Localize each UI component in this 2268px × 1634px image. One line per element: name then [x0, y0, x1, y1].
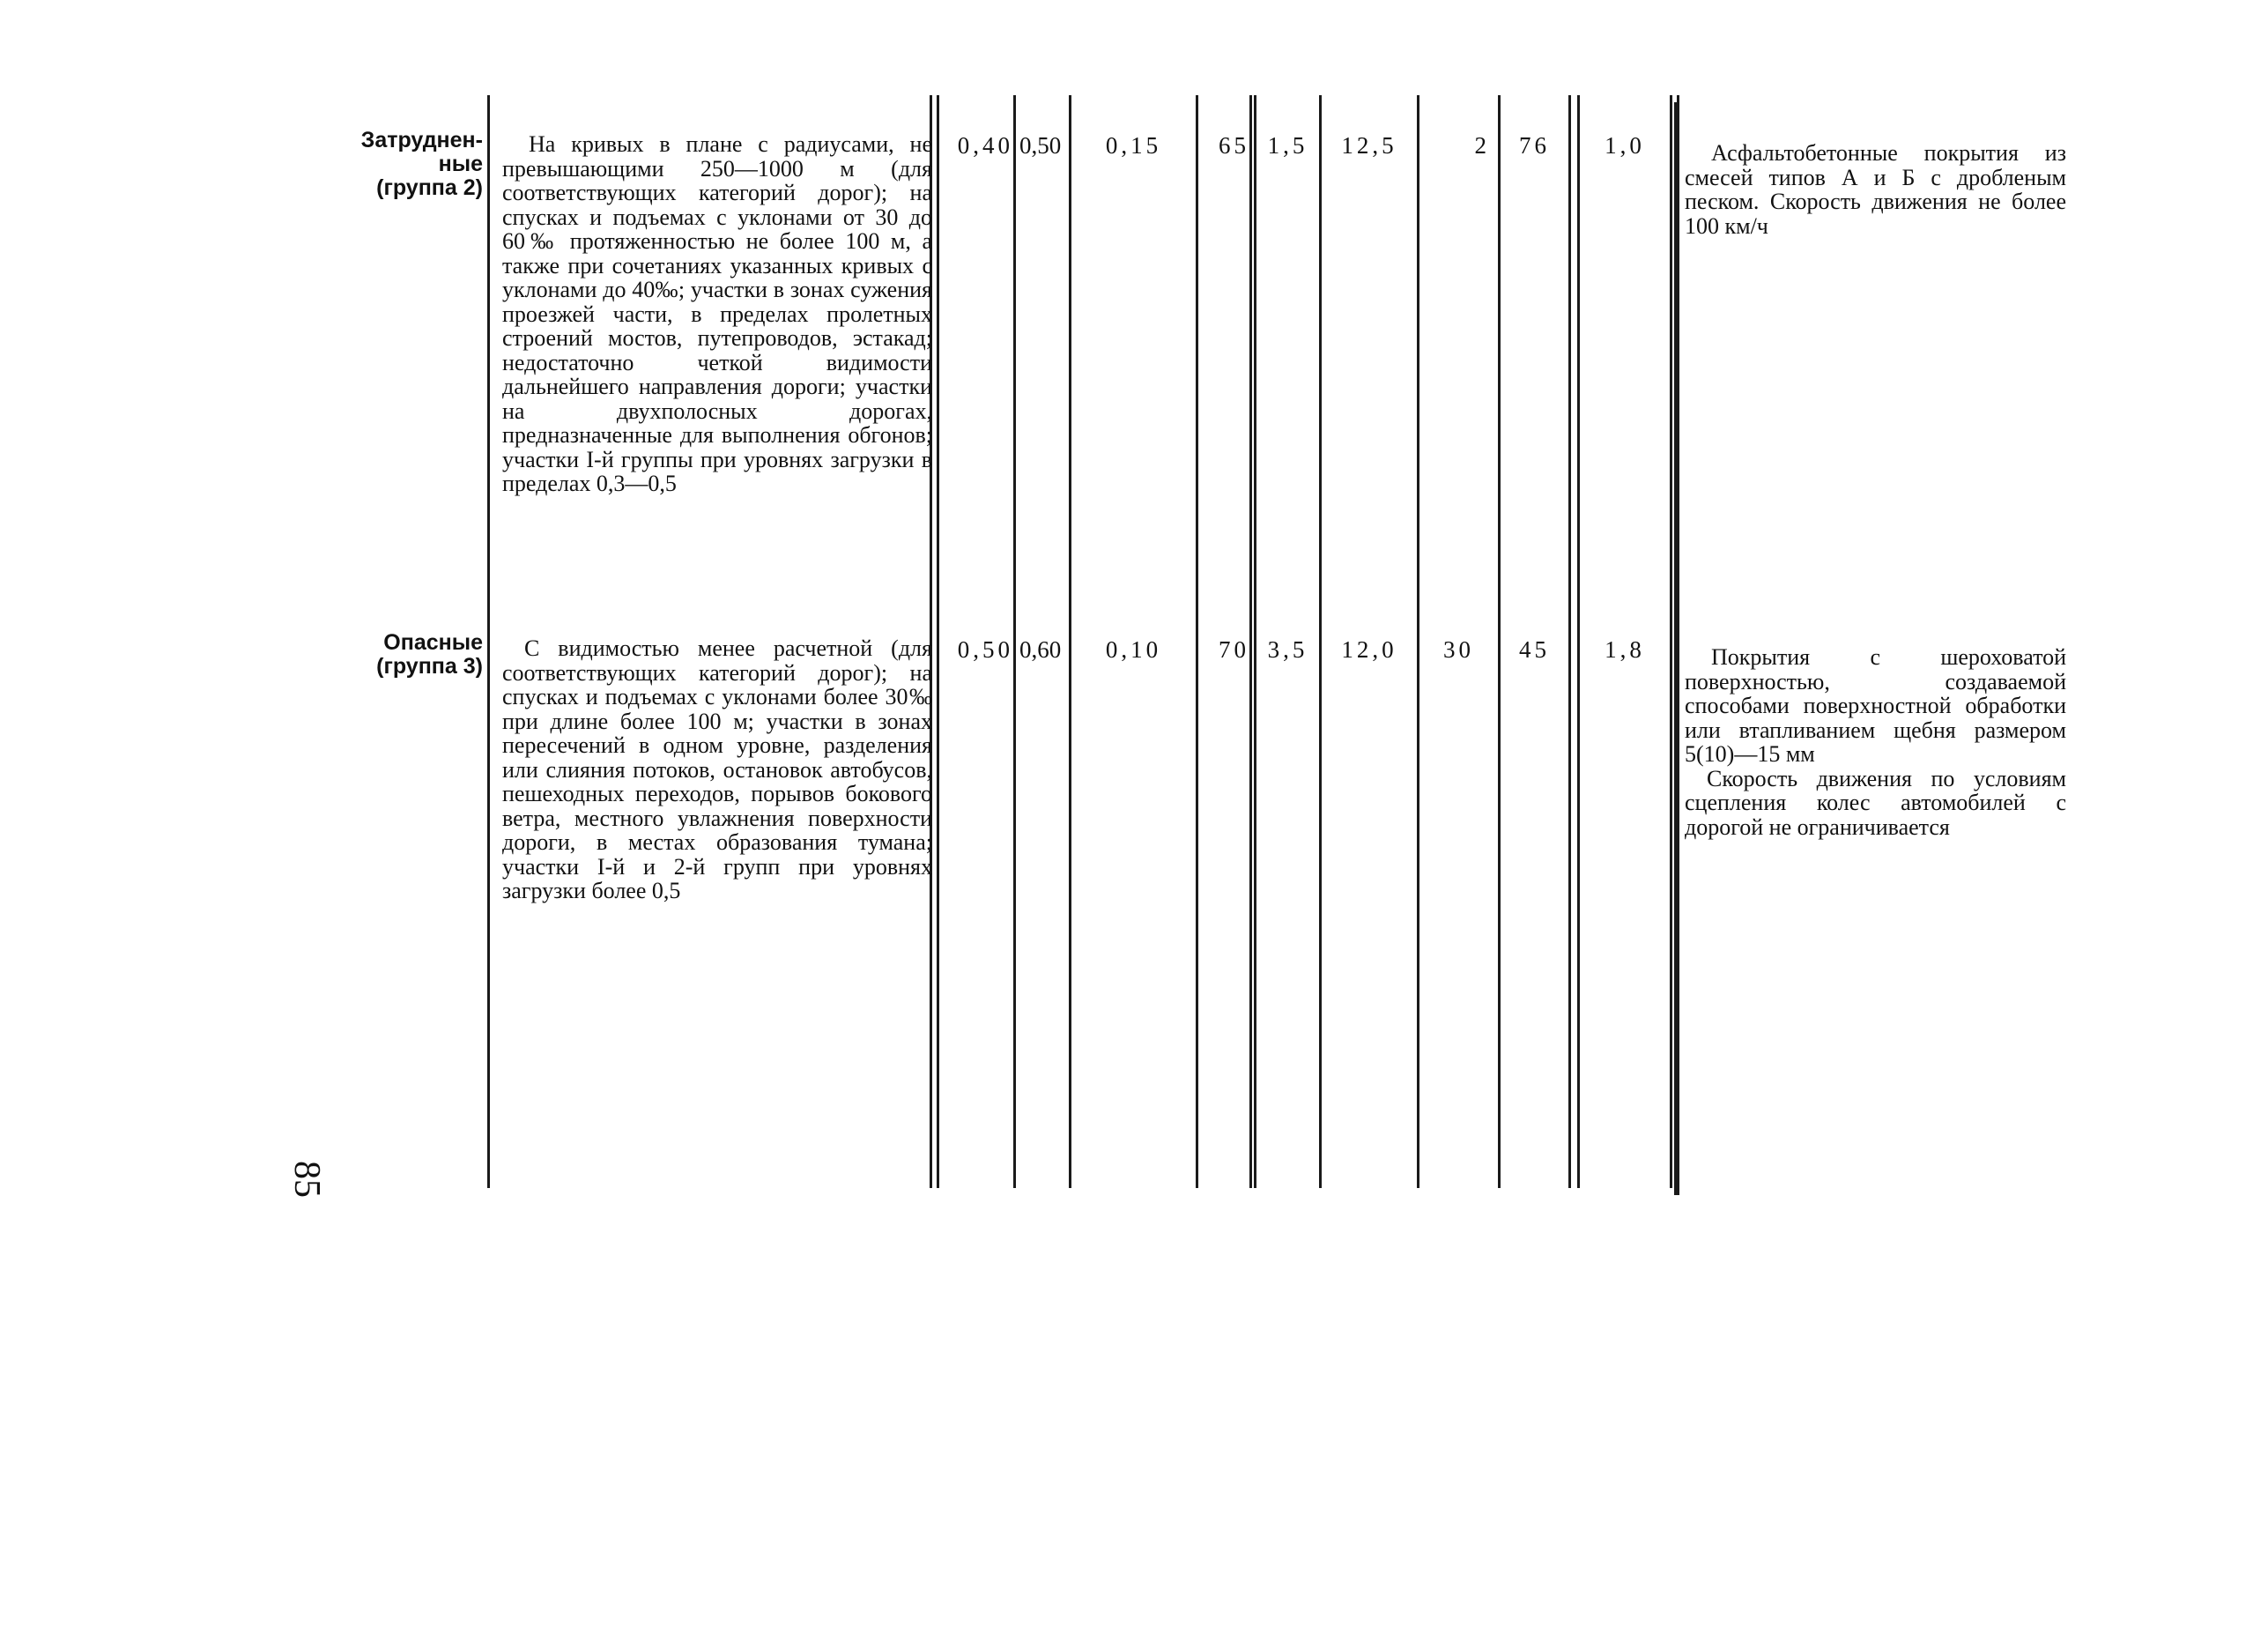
row-note [1685, 141, 2066, 238]
note-paragraph: Скорость движения по условиям сцепления колес автомобилей с дорогой не ограничивается [1685, 765, 2066, 840]
value-cell: 70 [1219, 636, 1249, 663]
value-cell: 0,50 [957, 636, 1013, 663]
row-category [317, 631, 483, 679]
value-cell: 1,5 [1267, 132, 1308, 159]
note-paragraph: Покрытия с шероховатой поверхностью, создаваемой способами поверхностной обработки или втапливанием щебня размером 5(10)—15 мм [1685, 644, 2066, 767]
column-rule [1568, 95, 1571, 1188]
value-cell: 65 [1219, 132, 1249, 159]
value-cell: 1,8 [1605, 636, 1645, 663]
value-cell: 0,40 [957, 132, 1013, 159]
column-rule [1249, 95, 1252, 1188]
value-cell: 30 [1443, 636, 1474, 663]
value-cell: 12,0 [1341, 636, 1397, 663]
category-line: (группа 3) [376, 654, 483, 679]
value-cell: 0,15 [1105, 132, 1162, 159]
value-cell: 76 [1519, 132, 1550, 159]
value-cell: 0,60 [1019, 636, 1062, 663]
category-line: Опасные [383, 630, 483, 655]
category-line: Затруднен- [360, 128, 483, 152]
column-rule [1670, 95, 1672, 1188]
column-rule [1677, 102, 1679, 1195]
note-paragraph: Асфальтобетонные покрытия из смесей типов А и Б с дробленым песком. Скорость движения не более 100 км/ч [1685, 140, 2066, 239]
value-cell: 12,5 [1341, 132, 1397, 159]
value-cell: 45 [1519, 636, 1550, 663]
value-cell: 0,10 [1105, 636, 1162, 663]
row-category [317, 129, 483, 200]
page-number: 85 [286, 1161, 327, 1198]
value-cell: 2 [1474, 132, 1490, 159]
column-rule [1013, 95, 1016, 1188]
category-line: (группа 2) [376, 175, 483, 200]
column-rule [487, 95, 490, 1188]
value-cell: 3,5 [1267, 636, 1308, 663]
row-description: С видимостью менее расчетной (для соответствующих категорий дорог); на спусках и подъемах с уклонами более 30‰ при длине более 100 м; участки в зонах пересечений в одном уровне, разделения или слияния потоков, остановок автобусов, пешеходных переходов, порывов бокового ветра, местного увлажнения поверхности дороги, в местах образования тумана; участки I-й и 2-й групп при уровнях загрузки более 0,5 [502, 635, 932, 903]
value-cell: 1,0 [1605, 132, 1645, 159]
row-note [1685, 645, 2066, 839]
category-line: ные [438, 152, 483, 176]
column-rule [937, 95, 939, 1188]
value-cell: 0,50 [1019, 132, 1062, 159]
row-description: На кривых в плане с радиусами, не превышающими 250—1000 м (для соответствующих категорий дорог); на спусках и подъемах с уклонами от 30 до 60‰ протяженностью не более 100 м, а также при сочетаниях указанных кривых с уклонами до 40‰; участки в зонах сужения проезжей части, в пределах пролетных строений мостов, путепроводов, эстакад; недостаточно четкой видимости дальнейшего направления дороги; участки на двухполосных дорогах, предназначенные для выполнения обгонов; участки I-й группы при уровнях загрузки в пределах 0,3—0,5 [502, 131, 932, 496]
